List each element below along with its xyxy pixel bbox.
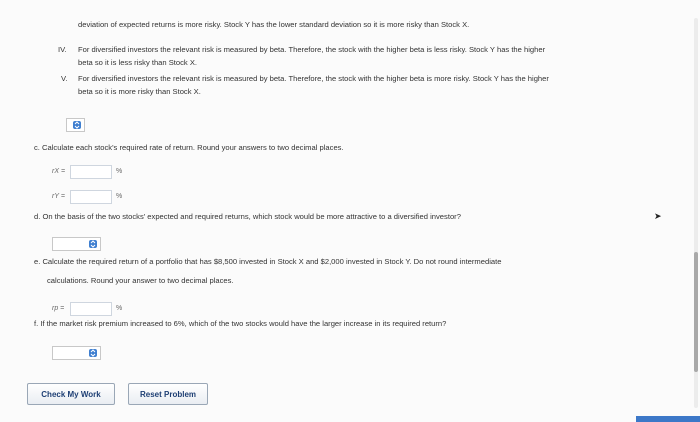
part-c-prompt: c. Calculate each stock's required rate of return. Round your answers to two decimal places. [34,143,344,152]
answer-option-v-line1: For diversified investors the relevant risk is measured by beta. Therefore, the stock with the higher beta is more risky. Stock Y has the higher [78,74,549,83]
part-d-prompt: d. On the basis of the two stocks' expected and required returns, which stock would be more attractive to a diversified investor? [34,212,461,221]
mouse-cursor-icon: ➤ [654,211,662,221]
rp-input[interactable] [70,302,112,316]
answer-option-v-number: V. [61,74,68,83]
select-arrows-icon [73,121,81,129]
answer-option-v-line2: beta so it is more risky than Stock X. [78,87,201,96]
scrollbar-thumb[interactable] [694,252,698,372]
part-e-prompt-line2: calculations. Round your answer to two decimal places. [47,276,234,285]
rp-percent-sign: % [116,305,123,312]
ry-input[interactable] [70,190,112,204]
next-button-edge[interactable] [636,416,700,422]
reset-problem-button[interactable]: Reset Problem [128,383,208,405]
ry-label: rY = [52,193,65,200]
part-b-answer-select[interactable] [66,118,85,132]
part-d-answer-select[interactable] [52,237,101,251]
rx-input[interactable] [70,165,112,179]
answer-option-iv-line1: For diversified investors the relevant risk is measured by beta. Therefore, the stock with the higher beta is less risky. Stock Y has the higher [78,45,546,54]
answer-option-iv-number: IV. [58,45,67,54]
rx-label: rX = [52,168,66,175]
rx-percent-sign: % [116,168,123,175]
answer-option-iii-continued: deviation of expected returns is more risky. Stock Y has the lower standard deviation so it is more risky than Stock X. [78,20,470,29]
part-f-prompt: f. If the market risk premium increased to 6%, which of the two stocks would have the larger increase in its required return? [34,319,447,328]
ry-percent-sign: % [116,193,123,200]
answer-option-iv-line2: beta so it is less risky than Stock X. [78,58,198,67]
part-e-prompt-line1: e. Calculate the required return of a portfolio that has $8,500 invested in Stock X and $2,000 invested in Stock Y. Do not round intermediate [34,257,502,266]
part-f-answer-select[interactable] [52,346,101,360]
select-arrows-icon [89,349,97,357]
select-arrows-icon [89,240,97,248]
check-my-work-button[interactable]: Check My Work [27,383,115,405]
rp-label: rp = [52,305,65,312]
